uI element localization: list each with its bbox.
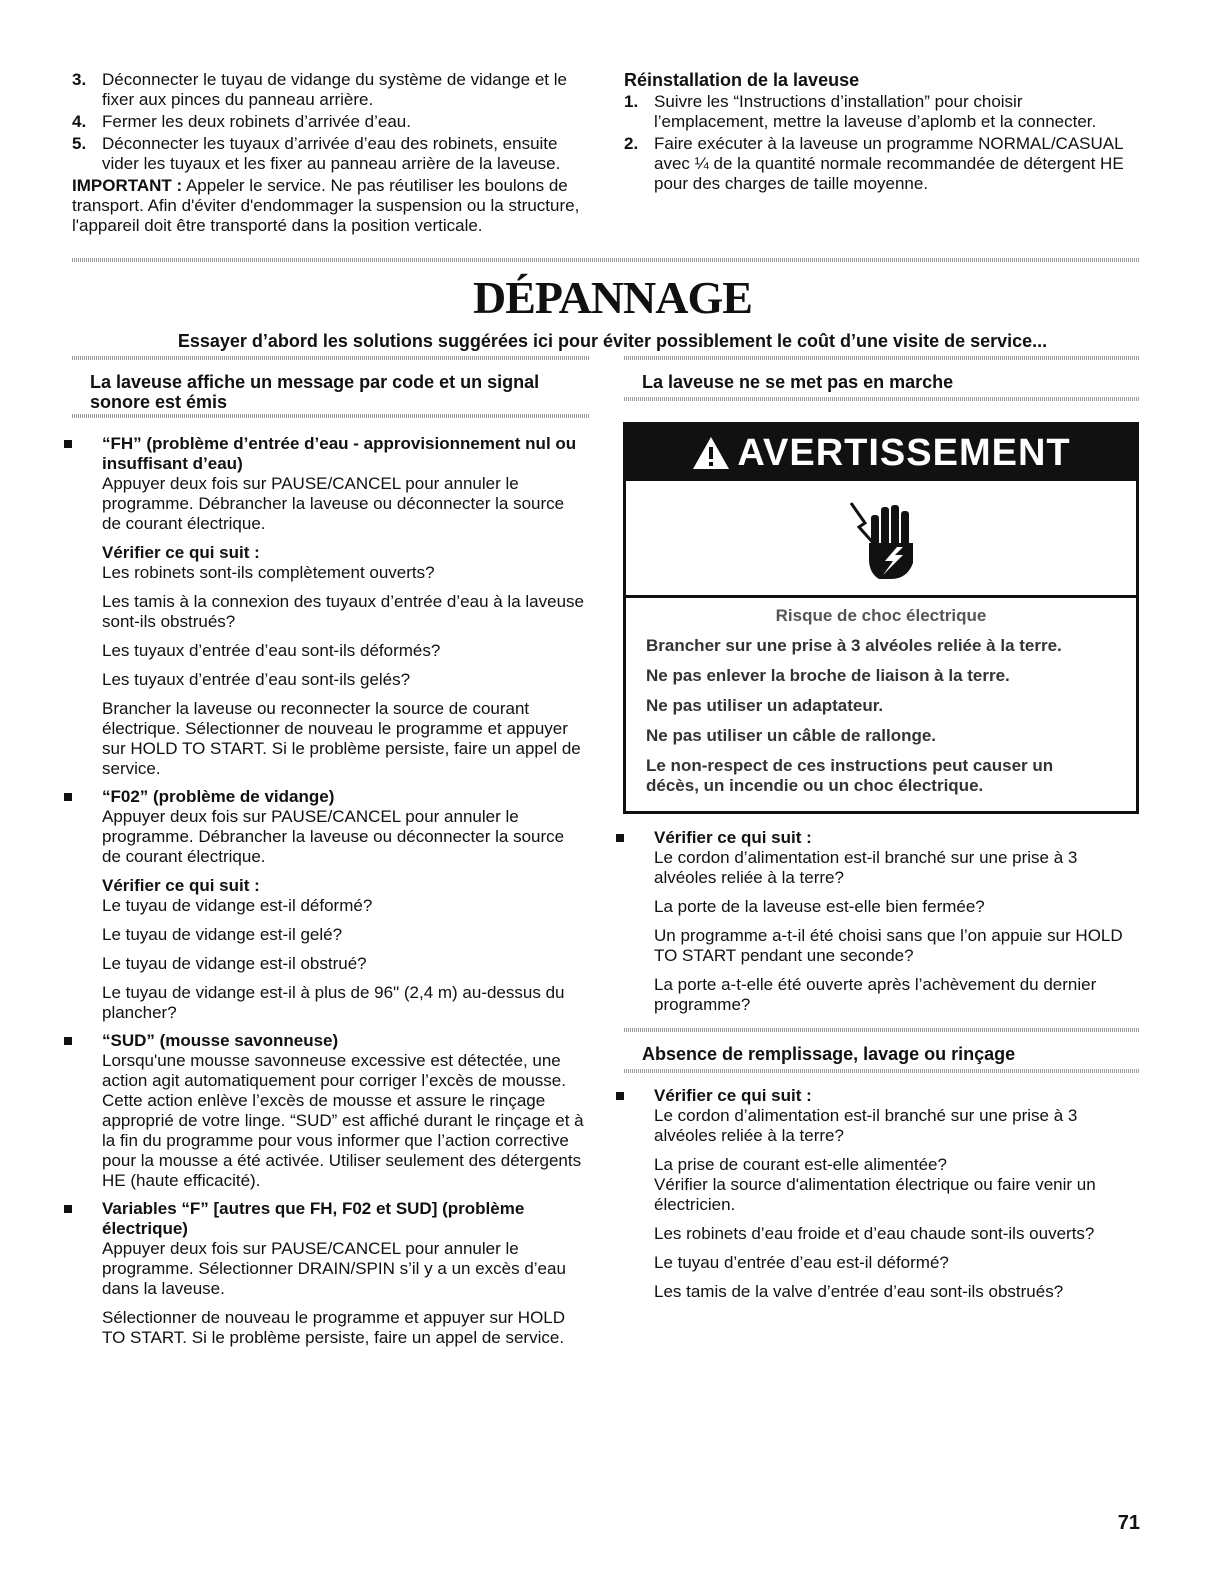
warning-triangle-icon <box>691 435 731 471</box>
fh-check-4: Les tuyaux d’entrée d’eau sont-ils gelés? <box>102 670 411 689</box>
f02-check-label: Vérifier ce qui suit : <box>102 876 260 895</box>
top-divider <box>72 258 1140 262</box>
reinstall-step-2: 2. Faire exécuter à la laveuse un programme NORMAL/CASUAL avec ¼ de la quantité normale recommandée de détergent HE pour des charges de taille moyenne. <box>624 134 1124 193</box>
warning-line-4: Ne pas utiliser un câble de rallonge. <box>646 726 937 745</box>
warning-box <box>623 422 1139 814</box>
bullet-icon <box>64 793 72 801</box>
right-heading-divider-top <box>624 356 1140 360</box>
fh-check-2: Les tamis à la connexion des tuyaux d’entrée d’eau à la laveuse sont-ils obstrués? <box>102 592 584 631</box>
f02-text: Appuyer deux fois sur PAUSE/CANCEL pour annuler le programme. Débrancher la laveuse ou déconnecter la source de courant électrique. <box>102 807 565 866</box>
sud-item <box>64 1031 584 1191</box>
check-1-label: Vérifier ce qui suit : <box>654 828 812 847</box>
f-variables-text-2: Sélectionner de nouveau le programme et appuyer sur HOLD TO START. Si le problème persiste, faire un appel de service. <box>102 1308 566 1347</box>
step-4: 4. Fermer les deux robinets d’arrivée d’eau. <box>72 112 411 131</box>
left-heading-divider-top <box>72 356 590 360</box>
warning-header-text: AVERTISSEMENT <box>737 431 1071 474</box>
important-note <box>72 176 588 236</box>
warning-line-2: Ne pas enlever la broche de liaison à la terre. <box>646 666 1010 685</box>
check-1-p2: La porte de la laveuse est-elle bien fermée? <box>654 897 985 916</box>
right-heading-1-divider-bottom <box>624 397 1140 401</box>
page-subtitle: Essayer d’abord les solutions suggérées ici pour éviter possiblement le coût d’une visite de service... <box>177 331 1048 351</box>
sud-title: “SUD” (mousse savonneuse) <box>102 1031 339 1050</box>
warning-line-3: Ne pas utiliser un adaptateur. <box>646 696 884 715</box>
page-title: DÉPANNAGE <box>473 272 752 323</box>
f-variables-text: Appuyer deux fois sur PAUSE/CANCEL pour annuler le programme. Sélectionner DRAIN/SPIN s’il y a un excès d’eau dans la laveuse. <box>102 1239 566 1298</box>
right-section-heading-2: Absence de remplissage, lavage ou rinçage <box>642 1044 1016 1064</box>
left-column <box>64 434 584 1348</box>
fh-item <box>64 434 584 779</box>
removal-steps <box>72 70 588 174</box>
right-heading-2-divider-top <box>624 1028 1140 1032</box>
check-2-p5: Les tamis de la valve d’entrée d’eau sont-ils obstrués? <box>654 1282 1064 1301</box>
fh-title: “FH” (problème d’entrée d’eau - approvisionnement nul ou insuffisant d’eau) <box>102 434 577 473</box>
step-5: 5. Déconnecter les tuyaux d’arrivée d’eau des robinets, ensuite vider les tuyaux et les fixer au panneau arrière de la laveuse. <box>72 134 561 173</box>
important-text: Appeler le service. Ne pas réutiliser les boulons de transport. Afin d'éviter d'endommager la suspension ou la structure, l'appareil doit être transporté dans la position verticale. <box>72 176 580 235</box>
important-label: IMPORTANT : <box>72 176 183 195</box>
check-2-p1: Le cordon d’alimentation est-il branché sur une prise à 3 alvéoles reliée à la terre? <box>654 1106 1078 1145</box>
check-1-p3: Un programme a-t-il été choisi sans que l’on appuie sur HOLD TO START pendant une seconde? <box>654 926 1123 965</box>
top-left-block <box>72 70 588 236</box>
top-right-block <box>624 70 1140 196</box>
electric-shock-hand-icon <box>841 493 921 583</box>
left-heading-divider-bottom <box>72 414 590 418</box>
right-section-heading-1: La laveuse ne se met pas en marche <box>642 372 954 392</box>
reinstall-step-1: 1. Suivre les “Instructions d’installation” pour choisir l’emplacement, mettre la laveuse d’aplomb et la connecter. <box>624 92 1097 131</box>
check-2-p3: Les robinets d’eau froide et d’eau chaude sont-ils ouverts? <box>654 1224 1095 1243</box>
fh-check-3: Les tuyaux d’entrée d’eau sont-ils déformés? <box>102 641 441 660</box>
warning-line-1: Brancher sur une prise à 3 alvéoles reliée à la terre. <box>646 636 1062 655</box>
fh-check-label: Vérifier ce qui suit : <box>102 543 260 562</box>
right-check-2 <box>616 1086 1140 1302</box>
check-2-p2a: La prise de courant est-elle alimentée? <box>654 1155 947 1174</box>
f02-check-1: Le tuyau de vidange est-il déformé? <box>102 896 373 915</box>
warning-text <box>626 598 1136 796</box>
sud-text: Lorsqu'une mousse savonneuse excessive est détectée, une action agit automatiquement pour corriger l’excès de mousse. Cette action enlève l’excès de mousse et assure le rinçage approprié de votre linge. “SUD” est affiché durant le rinçage et à la fin du programme pour vous informer que l’action corrective pour la mousse a été activée. Utiliser seulement des détergents HE (haute efficacité). <box>102 1051 584 1190</box>
check-1-p4: La porte a-t-elle été ouverte après l’achèvement du dernier programme? <box>654 975 1097 1014</box>
warning-risk-title: Risque de choc électrique <box>775 606 987 625</box>
right-heading-2-divider-bottom <box>624 1069 1140 1073</box>
check-2-p4: Le tuyau d’entrée d’eau est-il déformé? <box>654 1253 949 1272</box>
page-number: 71 <box>1117 1512 1140 1534</box>
fh-check-1: Les robinets sont-ils complètement ouverts? <box>102 563 435 582</box>
check-2-item <box>616 1086 1140 1302</box>
f02-check-2: Le tuyau de vidange est-il gelé? <box>102 925 343 944</box>
reinstall-steps <box>624 92 1140 194</box>
warning-icon-area <box>626 481 1136 598</box>
bullet-icon <box>616 834 624 842</box>
reinstall-heading: Réinstallation de la laveuse <box>624 70 860 90</box>
fh-text: Appuyer deux fois sur PAUSE/CANCEL pour annuler le programme. Débrancher la laveuse ou déconnecter la source de courant électrique. <box>102 474 565 533</box>
fh-check-5: Brancher la laveuse ou reconnecter la source de courant électrique. Sélectionner de nouveau le programme et appuyer sur HOLD TO START. Si le problème persiste, faire un appel de service. <box>102 699 581 778</box>
step-3: 3. Déconnecter le tuyau de vidange du système de vidange et le fixer aux pinces du panneau arrière. <box>72 70 567 109</box>
f02-check-3: Le tuyau de vidange est-il obstrué? <box>102 954 367 973</box>
warning-header <box>626 425 1136 481</box>
check-1-item <box>616 828 1140 1015</box>
f-variables-title: Variables “F” [autres que FH, F02 et SUD] (problème électrique) <box>102 1199 525 1238</box>
f02-check-4: Le tuyau de vidange est-il à plus de 96" (2,4 m) au-dessus du plancher? <box>102 983 565 1022</box>
bullet-icon <box>64 440 72 448</box>
check-1-p1: Le cordon d’alimentation est-il branché sur une prise à 3 alvéoles reliée à la terre? <box>654 848 1078 887</box>
bullet-icon <box>616 1092 624 1100</box>
bullet-icon <box>64 1205 72 1213</box>
check-2-label: Vérifier ce qui suit : <box>654 1086 812 1105</box>
f02-item <box>64 787 584 1023</box>
check-2-p2b: Vérifier la source d'alimentation électrique ou faire venir un électricien. <box>654 1175 1096 1214</box>
f-variables-item <box>64 1199 584 1348</box>
f02-title: “F02” (problème de vidange) <box>102 787 335 806</box>
bullet-icon <box>64 1037 72 1045</box>
warning-consequence: Le non-respect de ces instructions peut causer un décès, un incendie ou un choc électrique. <box>646 756 1054 795</box>
right-check-1 <box>616 828 1140 1015</box>
left-section-heading: La laveuse affiche un message par code et un signal sonore est émis <box>90 372 540 412</box>
